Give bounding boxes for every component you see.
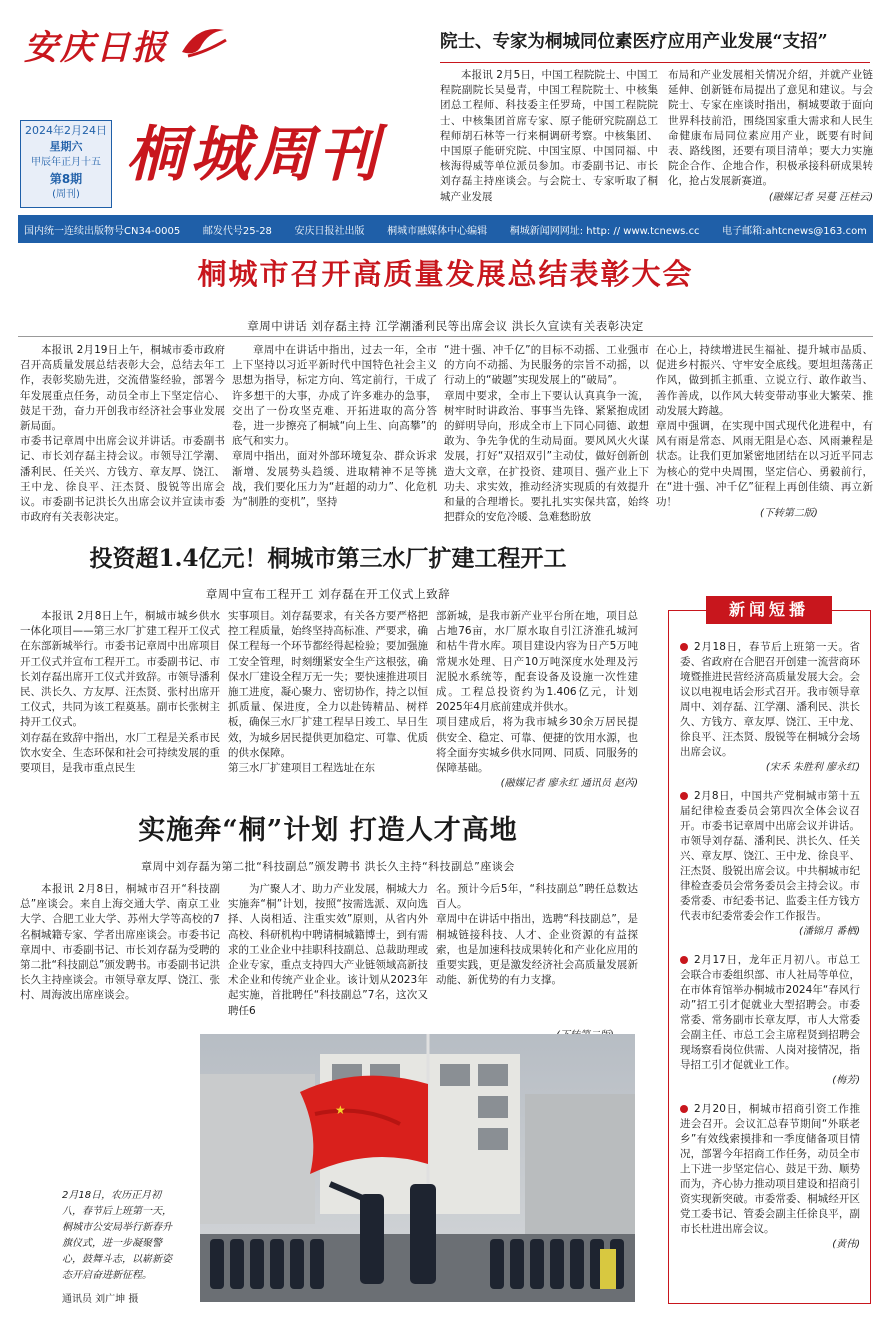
brief-item xyxy=(680,789,860,939)
date-box xyxy=(20,120,112,208)
brief-item xyxy=(680,1102,860,1252)
story2-text-1: 本报讯 2月8日上午，桐城市城乡供水一体化项目——第三水厂扩建工程开工仪式在东部新城举行。市委书记章周中出席项目开工仪式并宣布工程开工。市委副书记、市长刘存磊出席开工仪式并致辞。市领导潘利民、洪长久、方友厚、汪杰贤、张村出席开工仪式，共同为该工程奠基。副市长张树主持开工仪式。 刘存磊在致辞中指出，水厂工程是关系市民饮水安全、生态环保和社会可持续发展的重要项目，是我市重点民生 xyxy=(20,610,220,775)
issue-date: 2024年2月24日 xyxy=(25,124,107,137)
story2-col-1 xyxy=(20,609,220,775)
top-story-rule xyxy=(440,62,870,63)
brief-text: 2月17日，龙年正月初八。市总工会联合市委组织部、市人社局等单位，在市体育馆举办桐城市2024年“春风行动”招工引才促就业大型招聘会。市委常委、常务副市长章友厚，市人大常委会副主任、市总工会主席程贤到招聘会现场察看岗位供需、人岗对接情况，指导招工引才促就业工作。 xyxy=(680,954,860,1071)
story1-col-2 xyxy=(232,343,437,521)
top-story-col-right xyxy=(668,68,873,208)
story1-text-1: 本报讯 2月19日上午，桐城市委市政府召开高质量发展总结表彰大会，总结去年工作，表彰奖励先进，交流借鉴经验，部署今年发展重点任务，动员全市上下坚定信心、鼓足干劲，奋力开创我市经济社会事业发展新局面。 市委书记章周中出席会议并讲话。市委副书记、市长刘存磊主持会议。市领导江学潮、潘利民、任关兴、方钱方、章友厚、饶江、王中龙、徐良平、汪杰贤、殷锐等出席会议。市委副书记洪长久出席会议并宣读市委市政府有关表彰决定。 xyxy=(20,344,225,524)
brief-item xyxy=(680,640,860,775)
story2-text-2: 实事项目。刘存磊要求，有关各方要严格把控工程质量，始终坚持高标准、严要求，确保工程每一个环节都经得起检验；要加强施工安全管理，时刻绷紧安全生产这根弦，确保水厂建设全程万无一失；要快速推进项目施工进度，凝心聚力、密切协作，持之以恒抓质量、保进度，全力以赴铸精品、树样板，确保三水厂扩建工程早日竣工、早日生效，为城乡居民提供更加稳定、可靠、优质的供水保障。 第三水厂扩建项目工程选址在东 xyxy=(228,610,428,775)
brief-byline: (潘锦月 番栖) xyxy=(799,926,860,937)
top-story-col-left xyxy=(440,68,658,208)
bullet-dot-icon xyxy=(680,1105,688,1113)
story2-col-2 xyxy=(228,609,428,775)
bullet-dot-icon xyxy=(680,792,688,800)
brief-byline: (宋禾 朱胜利 廖永红) xyxy=(765,762,860,773)
flag-raising-illustration xyxy=(200,1034,635,1302)
news-photo xyxy=(200,1034,635,1302)
story2-title: 投资超1.4亿元！桐城市第三水厂扩建工程开工 xyxy=(89,545,567,572)
story2-byline: (融媒记者 廖永红 通讯员 赵芮) xyxy=(500,778,638,790)
brief-item xyxy=(680,953,860,1088)
story1-text-3: “进十强、冲千亿”的目标不动摇、工业强市的方向不动摇、为民服务的宗旨不动摇，以行动上的“破题”实现发展上的“破局”。 章周中要求，全市上下要认认真真争一流，树牢时时讲政治、事事当先锋、紧紧抱成团的鲜明导向，形成全市上下同心同德、敢想敢为、争先争优的生动局面。要风风火火谋发展，打好“双招双引”主动仗，做好创新创造大文章，在扩投资、建项目、强产业上下功夫、求实效，推动经济实现质的有效提升和量的合理增长。要扎扎实实保共富，始终把群众的安危冷暖、急难愁盼放 xyxy=(444,344,649,524)
story3-text-3: 名。预计今后5年，“科技副总”聘任总数达百人。 章周中在讲话中指出，选聘“科技副总”，是桐城链接科技、人才、企业资源的有益探索，也是加速科技成果转化和产业化应用的重要实践，更是激发经济社会高质量发展新动能、新优势的有力支撑。 xyxy=(436,883,638,987)
top-story-title: 院士、专家为桐城同位素医疗应用产业发展“支招” xyxy=(440,32,828,52)
info-web-link[interactable]: 桐城新闻网网址: http: // www.tcnews.cc xyxy=(509,225,700,237)
info-editor: 桐城市融媒体中心编辑 xyxy=(387,225,488,237)
story1-continued: (下转第二版) xyxy=(760,508,818,519)
info-publisher: 安庆日报社出版 xyxy=(294,225,365,237)
paper-name-logo: 安庆日报 xyxy=(24,28,168,68)
photo-caption-box xyxy=(62,1188,172,1308)
brief-byline: (黄伟) xyxy=(832,1239,860,1250)
story1-subtitle: 章周中讲话 刘存磊主持 江学潮潘利民等出席会议 洪长久宣读有关表彰决定 xyxy=(247,319,644,333)
photo-caption: 2月18日，农历正月初八，春节后上班第一天，桐城市公安局举行新春升旗仪式，进一步凝聚警心，鼓舞斗志，以崭新姿态开启奋进新征程。 xyxy=(62,1190,172,1281)
story3-col-2 xyxy=(228,882,428,1017)
top-story-body-right: 布局和产业发展相关情况介绍，并就产业链延伸、创新链布局提出了意见和建议。与会院士、专家在座谈时指出，桐城要敢于面向世界科技前沿，围绕国家重大需求和人民生命健康布局同位素应用产业，既要有时间表、路线图，还要有项目清单；要大力实施院企合作、企地合作，积极承接科研成果转化，抢占发展新赛道。 xyxy=(668,69,873,188)
story3-col-1 xyxy=(20,882,220,1000)
bullet-dot-icon xyxy=(680,643,688,651)
brief-text: 2月8日，中国共产党桐城市第十五届纪律检查委员会第四次全体会议召开。市委书记章周中出席会议并讲话。市领导刘存磊、潘利民、洪长久、任关兴、章友厚、饶江、王中龙、徐良平、汪杰贤、殷锐出席会议。中共桐城市纪律检查委员会常务委员会主持会议。市委常委、市纪委书记、监委主任方钱方代表市纪委常委会作工作报告。 xyxy=(680,790,860,922)
photo-credit: 通讯员 刘广坤 摄 xyxy=(62,1294,139,1305)
story2-subtitle: 章周中宣布工程开工 刘存磊在开工仪式上致辞 xyxy=(205,587,451,601)
svg-text:★: ★ xyxy=(335,1103,346,1117)
issue-number: 第8期 xyxy=(49,172,83,186)
news-briefs-list xyxy=(680,640,860,1300)
story1-text-2: 章周中在讲话中指出，过去一年，全市上下坚持以习近平新时代中国特色社会主义思想为指导，标定方向、笃定前行，干成了许多想干的大事，办成了许多难办的急事，交出了一份攻坚克难、开拓进取的高分答卷，进一步擦亮了桐城“向上生、向高攀”的底气和实力。 章周中指出，面对外部环境复杂、群众诉求渐增、发展势头趋缓、进取精神不足等挑战，我们要化压力为“赶超的动力”、化危机为“制胜的变机”，坚持 xyxy=(232,344,437,509)
brief-text: 2月20日，桐城市招商引资工作推进会召开。会议汇总春节期间“外联老乡”有效线索摸排和一季度储备项目情况，部署今年招商工作任务，动员全市上下进一步坚定信心、鼓足干劲、顺势而为，齐心协力推动项目建设和招商引资实现新突破。市委常委、桐城经开区党工委书记、管委会副主任徐良平，副市长杜进出席会议。 xyxy=(680,1103,860,1235)
top-story-byline: (融媒记者 吴蔓 汪桂云) xyxy=(768,191,873,203)
story3-title: 实施奔“桐”计划 打造人才高地 xyxy=(138,815,518,846)
story3-text-2: 为广聚人才、助力产业发展，桐城大力实施奔“桐”计划，按照“按需选派、双向选择、人岗相适、注重实效”原则，从省内外高校、科研机构中聘请桐城籍博士，到有需求的工业企业中挂职科技副总、总裁助理或企业专家，重点支持四大产业链领域高新技术企业和传统产业企业。该计划从2023年起实施，首批聘任“科技副总”7名，这次又聘任6 xyxy=(228,883,428,1017)
story3-subtitle: 章周中刘存磊为第二批“科技副总”颁发聘书 洪长久主持“科技副总”座谈会 xyxy=(141,860,515,873)
story3-col-3 xyxy=(436,882,638,1000)
logo-swoosh-icon xyxy=(178,22,230,62)
story2-col-3 xyxy=(436,609,638,790)
news-briefs-header: 新闻短播 xyxy=(706,596,832,624)
story1-col-4 xyxy=(656,343,873,521)
weekday: 星期六 xyxy=(49,140,83,153)
story2-text-3: 部新城，是我市新产业平台所在地，项目总占地76亩，水厂原水取自引江济淮孔城河和枯牛背水库。项目建设内容为日产5万吨常规水处理、日产10万吨深度水处理及污泥脱水系统等，配套设备及设施一次性建成。工程总投资约为1.406亿元，计划2025年4月底前建成并供水。 项目建成后，将为我市城乡30余万居民提供安全、稳定、可靠、便捷的饮用水源，也将全面夯实城乡供水同网、同质、同服务的保障基础。 xyxy=(436,610,638,775)
edition-title: 桐城周刊 xyxy=(126,120,382,190)
story1-rule xyxy=(18,336,873,337)
brief-text: 2月18日，春节后上班第一天。省委、省政府在合肥召开创建一流营商环境暨推进民营经济高质量发展大会。会议以电视电话会形式召开。我市领导章周中、刘存磊、江学潮、潘利民、洪长久、方钱方、章友厚、饶江、王中龙、徐良平、汪杰贤、殷锐等在桐城分会场出席会议。 xyxy=(680,641,860,758)
story3-text-1: 本报讯 2月8日，桐城市召开“科技副总”座谈会。来自上海交通大学、南京工业大学、合肥工业大学、苏州大学等高校的7名桐城籍专家、学者出席座谈会。市委书记章周中、市委副书记、市长刘存磊为受聘的第二批“科技副总”颁发聘书。市委副书记洪长久主持座谈会。市领导章友厚、饶江、张村、周海波出席座谈会。 xyxy=(20,883,220,1002)
story1-col-3 xyxy=(444,343,649,524)
issue-note: (周刊) xyxy=(52,189,80,200)
top-story-body-left: 本报讯 2月5日，中国工程院院士、中国工程院副院长吴曼青，中国工程院院士、中核集团总工程师、科技委主任罗琦，中国工程院院士、中核集团首席专家、原子能研究院副总工程师胡石林等一行来桐调研考察。中核集团、中国原子能研究院、中国宝原、中国同福、中核海得威等单位派员参加。市委副书记、市长刘存磊主持座谈会。与会院士、专家听取了桐城产业发展 xyxy=(440,69,658,203)
brief-byline: (梅芳) xyxy=(832,1075,860,1086)
story1-col-1 xyxy=(20,343,225,524)
info-email-link[interactable]: 电子邮箱:ahtcnews@163.com xyxy=(722,225,867,237)
info-post: 邮发代号25-28 xyxy=(202,225,272,237)
lunar-date: 甲辰年正月十五 xyxy=(31,157,101,168)
bullet-dot-icon xyxy=(680,956,688,964)
story1-text-4: 在心上，持续增进民生福祉、提升城市品质、促进乡村振兴、守牢安全底线。要坦坦荡荡正作风，做到抓主抓重、立说立行、敢作敢当、善作善成，以作风大转变带动事业大繁荣、推动发展大跨越。 章周中强调，在实现中国式现代化进程中，有风有雨是常态、风雨无阻是心态、风雨兼程是状态。让我们更加紧密地团结在以习近平同志为核心的党中央周围，坚定信心、勇毅前行，在“进十强、冲千亿”征程上再创佳绩、再立新功！ xyxy=(656,344,873,509)
info-bar xyxy=(18,215,873,243)
story1-title: 桐城市召开高质量发展总结表彰大会 xyxy=(197,257,694,291)
info-cn: 国内统一连续出版物号CN34-0005 xyxy=(24,225,181,237)
